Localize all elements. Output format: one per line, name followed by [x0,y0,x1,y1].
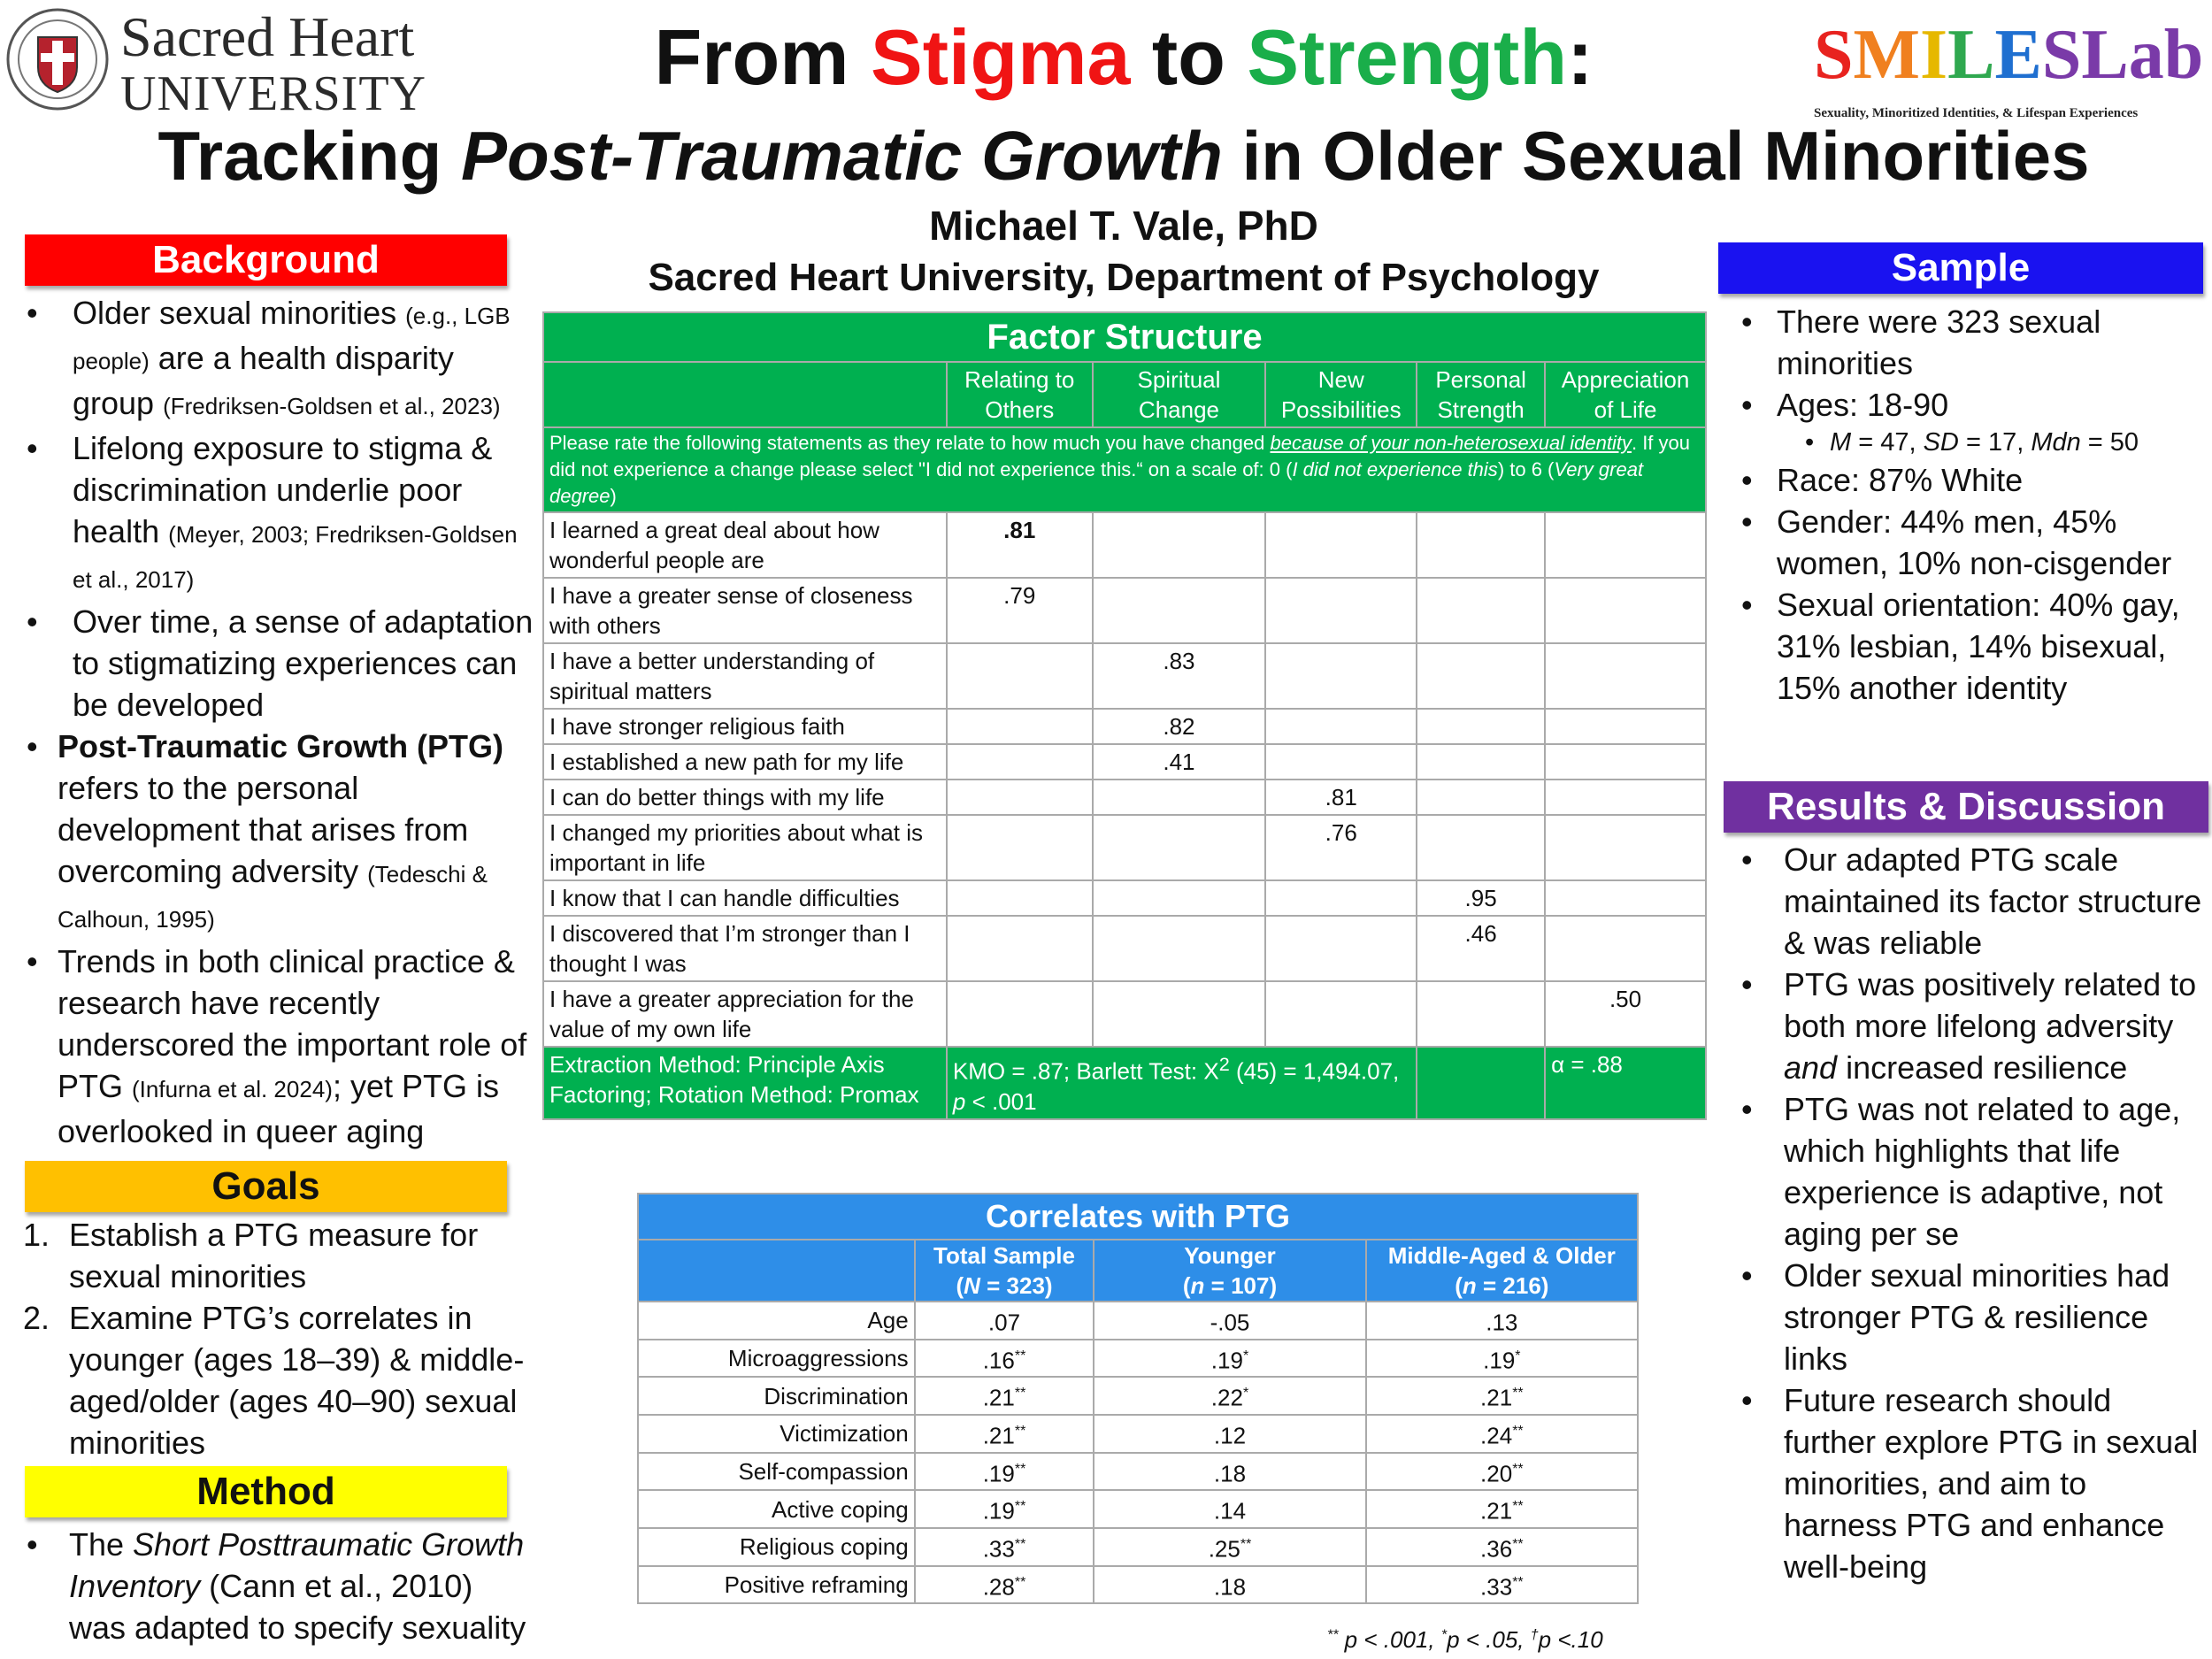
correlates-column-header: Younger (n = 107) [1094,1240,1365,1302]
results-heading: Results & Discussion [1724,781,2208,833]
factor-loading [1093,512,1266,578]
correlation-number: .19 [982,1497,1015,1525]
list-item: 1. Establish a PTG measure for sexual minorities [23,1217,479,1294]
correlates-table-title: Correlates with PTG [638,1194,1638,1240]
correlate-label: Positive reframing [638,1566,915,1604]
significance-marker: * [1242,1348,1249,1363]
list-item: 2. Examine PTG’s correlates in younger (ages 18–39) & middle-aged/older (ages 40–90) sexual minorities [23,1300,525,1461]
poster-title: From Stigma to Strength: [654,13,1594,101]
correlates-table [637,1193,1639,1604]
correlation-value [915,1377,1094,1415]
factor-loading: .76 [1265,815,1417,880]
university-name-line2: UNIVERSITY [120,66,426,121]
factor-column-header: New Possibilities [1265,362,1417,427]
factor-loading [947,709,1093,744]
correlation-number: .22 [1210,1384,1243,1411]
correlation-number: .33 [1480,1573,1513,1601]
table-row [543,709,1706,744]
table-row [543,744,1706,780]
factor-loading: .82 [1093,709,1266,744]
table-row [543,780,1706,815]
factor-loading [1265,709,1417,744]
correlation-number: .14 [1213,1497,1247,1525]
table-row [543,880,1706,916]
correlation-value [915,1415,1094,1453]
factor-item-text: I have a greater sense of closeness with others [543,578,947,643]
list-item: • Over time, a sense of adaptation to stigmatizing experiences can be developed [19,601,541,726]
sample-list [1734,301,2212,709]
table-row [543,578,1706,643]
correlation-value [1094,1415,1365,1453]
lab-logo-letter: M [1853,16,1921,94]
correlation-value [1094,1566,1365,1604]
factor-loading: .83 [1093,643,1266,709]
factor-loading [1545,744,1706,780]
correlation-value [915,1453,1094,1491]
correlation-number: .19 [1483,1347,1516,1374]
goals-list [19,1214,568,1463]
factor-loading: .46 [1417,916,1545,981]
correlation-number: .13 [1486,1309,1518,1336]
factor-item-text: I discovered that I’m stronger than I thought I was [543,916,947,981]
factor-loading [1545,815,1706,880]
list-item: • Trends in both clinical practice & research have recently underscored the important role of PTG (Infurna et al. 2024); yet PTG is overlooked in queer aging [19,941,541,1194]
correlation-number: .18 [1213,1460,1247,1487]
correlation-number: .21 [982,1422,1015,1449]
lab-logo-letter: S [1814,16,1854,94]
factor-loading: .79 [947,578,1093,643]
factor-item-text: I have a greater appreciation for the value of my own life [543,981,947,1047]
factor-column-header: Relating to Others [947,362,1093,427]
correlate-label: Self-compassion [638,1453,915,1491]
list-item: • Lifelong exposure to stigma & discrimination underlie poor health (Meyer, 2003; Fredriksen-Goldsen et al., 2017) [19,427,541,601]
factor-loading: .95 [1417,880,1545,916]
factor-loading: .81 [1265,780,1417,815]
significance-marker: ** [1240,1536,1252,1552]
correlate-label: Religious coping [638,1528,915,1566]
factor-loading [947,880,1093,916]
list-item: • Ages: 18-90 [1734,384,2212,426]
factor-loading [1265,981,1417,1047]
correlation-number: .36 [1480,1535,1513,1563]
factor-loading [1093,780,1266,815]
correlate-label: Discrimination [638,1377,915,1415]
method-list [19,1524,533,1648]
table-row [638,1377,1638,1415]
table-row [638,1340,1638,1378]
factor-loading [1265,744,1417,780]
correlation-value [915,1490,1094,1528]
factor-loading [1417,709,1545,744]
background-heading: Background [25,234,507,286]
correlation-number: .12 [1213,1422,1247,1449]
correlation-value [1366,1566,1638,1604]
correlates-column-header: Total Sample (N = 323) [915,1240,1094,1302]
correlation-number: .16 [982,1347,1015,1374]
correlation-value [1366,1377,1638,1415]
factor-item-text: I have stronger religious faith [543,709,947,744]
correlation-value [915,1566,1094,1604]
method-heading: Method [25,1466,507,1517]
correlation-value [915,1302,1094,1340]
results-list [1734,839,2203,1587]
significance-marker: ** [1014,1499,1026,1515]
author-affiliation: Sacred Heart University, Department of Psychology [648,256,1600,299]
factor-loading [1093,815,1266,880]
factor-item-text: I have a better understanding of spiritual matters [543,643,947,709]
correlate-label: Age [638,1302,915,1340]
correlation-value [1094,1528,1365,1566]
factor-loading [1093,578,1266,643]
factor-loading [947,981,1093,1047]
list-item: • Older sexual minorities (e.g., LGB people) are a health disparity group (Fredriksen-Goldsen et al., 2023) [19,292,541,427]
correlation-value [1094,1302,1365,1340]
lab-logo-letter: E [1994,16,2042,94]
correlation-number: .24 [1480,1422,1513,1449]
factor-loading [1545,880,1706,916]
university-name-line1: Sacred Heart [120,5,415,68]
factor-loading [1417,643,1545,709]
poster-subtitle: Tracking Post-Traumatic Growth in Older Sexual Minorities [157,117,2090,195]
correlate-label: Active coping [638,1490,915,1528]
table-row [638,1453,1638,1491]
correlation-value [1366,1528,1638,1566]
correlation-value [1094,1453,1365,1491]
correlates-column-header: Middle-Aged & Older (n = 216) [1366,1240,1638,1302]
factor-loading [1545,709,1706,744]
list-item: • Future research should further explore PTG in sexual minorities, and aim to harness PTG and enhance well-being [1734,1379,2203,1587]
correlation-number: .21 [982,1384,1015,1411]
correlation-number: .25 [1208,1535,1240,1563]
table-row [543,981,1706,1047]
factor-loading [1417,780,1545,815]
table-row [638,1528,1638,1566]
significance-marker: ** [1512,1536,1524,1552]
list-item: • PTG was not related to age, which highlights that life experience is adaptive, not aging per se [1734,1088,2203,1255]
correlation-value [915,1528,1094,1566]
factor-loading [1545,512,1706,578]
factor-loading [947,643,1093,709]
correlation-number: .20 [1480,1460,1513,1487]
factor-item-text: I established a new path for my life [543,744,947,780]
list-item: • PTG was positively related to both more lifelong adversity and increased resilience [1734,964,2203,1088]
list-item: • The Short Posttraumatic Growth Inventory (Cann et al., 2010) was adapted to specify sexuality [19,1524,533,1648]
correlation-number: .28 [982,1573,1015,1601]
table-row [543,643,1706,709]
correlation-value [1366,1415,1638,1453]
factor-loading [947,815,1093,880]
factor-loading [1265,643,1417,709]
factor-item-text: I changed my priorities about what is important in life [543,815,947,880]
sample-heading: Sample [1718,242,2203,294]
correlation-value [1366,1340,1638,1378]
significance-marker: ** [1512,1499,1524,1515]
factor-loading [1545,578,1706,643]
list-item: • Gender: 44% men, 45% women, 10% non-cisgender [1734,501,2212,584]
factor-loading: .41 [1093,744,1266,780]
correlation-number: .18 [1213,1573,1247,1601]
correlation-number: -.05 [1210,1309,1250,1336]
significance-marker: ** [1512,1461,1524,1477]
factor-table-corner [543,362,947,427]
significance-marker: ** [1512,1574,1524,1590]
smiles-lab-logo [1814,16,2212,131]
correlation-number: .33 [982,1535,1015,1563]
significance-note: ** p < .001, *p < .05, †p <.10 [1327,1626,1603,1653]
significance-marker: ** [1014,1423,1026,1439]
factor-loading [1417,815,1545,880]
significance-marker: ** [1014,1574,1026,1590]
factor-structure-table [542,311,1707,1120]
significance-marker: * [1242,1386,1249,1402]
correlation-number: .21 [1480,1384,1513,1411]
factor-loading [1417,578,1545,643]
table-row [543,512,1706,578]
factor-loading [1545,643,1706,709]
background-list [19,292,541,1194]
factor-column-header: Personal Strength [1417,362,1545,427]
factor-loading [947,916,1093,981]
factor-item-text: I can do better things with my life [543,780,947,815]
list-item: • There were 323 sexual minorities [1734,301,2212,384]
factor-loading [1265,578,1417,643]
factor-column-header: Spiritual Change [1093,362,1266,427]
list-item: • M = 47, SD = 17, Mdn = 50 [1734,426,2212,459]
list-item: • Race: 87% White [1734,459,2212,501]
author-name: Michael T. Vale, PhD [929,203,1318,249]
factor-loading [1093,981,1266,1047]
factor-loading [1417,512,1545,578]
lab-tagline: Sexuality, Minoritized Identities, & Lifespan Experiences [1814,106,2139,120]
factor-table-kmo-note: KMO = .87; Barlett Test: $X^2$ (45) = 1,494.07, p < .001 [947,1047,1417,1119]
factor-loading [1545,916,1706,981]
list-item: • Post-Traumatic Growth (PTG) refers to the personal development that arises from overcoming adversity (Tedeschi & Calhoun, 1995) [19,726,541,941]
table-row [638,1490,1638,1528]
lab-logo-letter: S [2041,16,2082,94]
list-item: • Our adapted PTG scale maintained its factor structure & was reliable [1734,839,2203,964]
goals-heading: Goals [25,1161,507,1212]
table-row [543,815,1706,880]
correlation-value [1094,1377,1365,1415]
correlation-number: .19 [982,1460,1015,1487]
table-row [638,1566,1638,1604]
factor-table-blank-cell [1417,1047,1545,1119]
factor-loading [1265,880,1417,916]
factor-item-text: I learned a great deal about how wonderful people are [543,512,947,578]
correlation-value [915,1340,1094,1378]
table-row [638,1415,1638,1453]
correlation-value [1366,1302,1638,1340]
factor-column-header: Appreciation of Life [1545,362,1706,427]
factor-table-instructions: Please rate the following statements as they relate to how much you have changed because of your non-heterosexual identity. If you did not experience a change please select "I did not experience this.“ on a scale of: 0 (I did not experience this) to 6 (Very great degree) [543,427,1706,512]
factor-loading [1093,880,1266,916]
factor-item-text: I know that I can handle difficulties [543,880,947,916]
factor-loading [1545,780,1706,815]
lab-logo-word: Lab [2081,16,2204,94]
list-item: • Older sexual minorities had stronger PTG & resilience links [1734,1255,2203,1379]
significance-marker: ** [1014,1536,1026,1552]
factor-loading [947,744,1093,780]
correlate-label: Microaggressions [638,1340,915,1378]
correlation-value [1094,1490,1365,1528]
table-row [543,916,1706,981]
factor-loading [1265,512,1417,578]
table-row [638,1302,1638,1340]
factor-loading: .81 [947,512,1093,578]
correlation-value [1094,1340,1365,1378]
significance-marker: ** [1512,1423,1524,1439]
factor-table-alpha-note: α = .88 [1545,1047,1706,1119]
lab-logo-wordmark [1814,16,2212,94]
lab-logo-letter: I [1920,16,1948,94]
correlation-value [1366,1453,1638,1491]
factor-table-title: Factor Structure [543,312,1706,362]
significance-marker: ** [1014,1348,1026,1363]
factor-loading [947,780,1093,815]
correlates-table-corner [638,1240,915,1302]
factor-loading [1417,981,1545,1047]
factor-loading [1417,744,1545,780]
factor-table-method-note: Extraction Method: Principle Axis Factoring; Rotation Method: Promax [543,1047,947,1119]
factor-loading: .50 [1545,981,1706,1047]
factor-loading [1265,916,1417,981]
correlation-number: .21 [1480,1497,1513,1525]
factor-loading [1093,916,1266,981]
significance-marker: ** [1512,1386,1524,1402]
correlation-number: .07 [987,1309,1021,1336]
lab-logo-letter: L [1947,16,1995,94]
list-item: • Sexual orientation: 40% gay, 31% lesbian, 14% bisexual, 15% another identity [1734,584,2212,709]
correlation-number: .19 [1210,1347,1243,1374]
significance-marker: * [1515,1348,1521,1363]
correlation-value [1366,1490,1638,1528]
significance-marker: ** [1014,1386,1026,1402]
significance-marker: ** [1014,1461,1026,1477]
correlate-label: Victimization [638,1415,915,1453]
